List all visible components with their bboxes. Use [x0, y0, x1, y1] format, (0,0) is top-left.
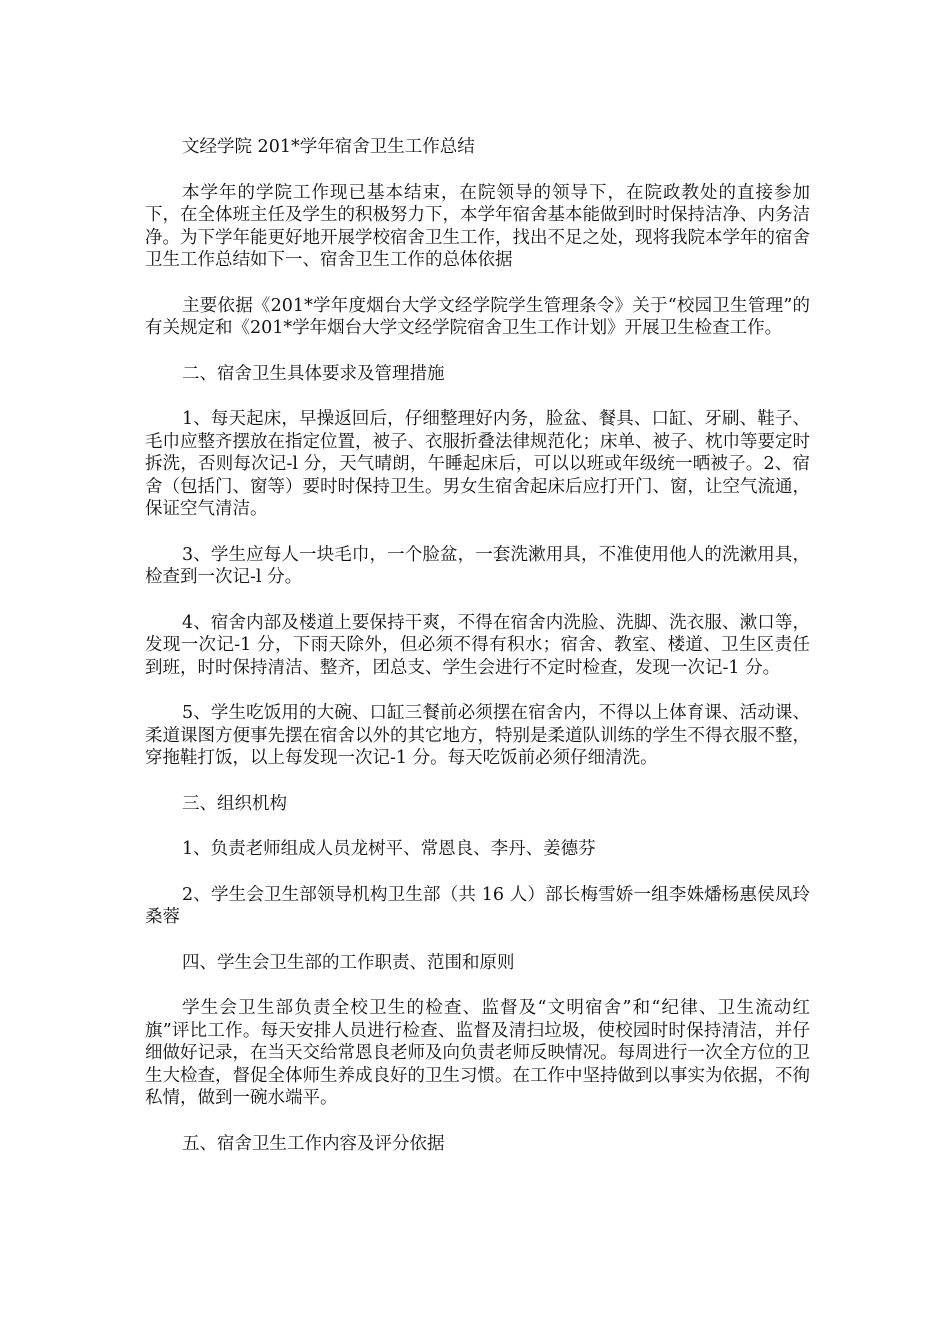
paragraph-teachers: 1、负责老师组成人员龙树平、常恩良、李丹、姜德芬: [182, 839, 596, 859]
paragraph-student-union: 2、学生会卫生部领导机构卫生部（共 16 人）部长梅雪娇一组李姝燔杨惠侯凤玲桑蓉: [145, 884, 810, 927]
document-body: [145, 136, 810, 1178]
section-heading-requirements: 二、宿舍卫生具体要求及管理措施: [182, 363, 445, 384]
paragraph-rule-3: 3、学生应每人一块毛巾，一个脸盆，一套洗漱用具，不准使用他人的洗漱用具，检查到一次记-l 分。: [145, 544, 810, 587]
paragraph-intro: 本学年的学院工作现已基本结束，在院领导的领导下，在院政教处的直接参加下，在全体班主任及学生的积极努力下，本学年宿舍基本能做到时时保持洁净、内务洁净。为下学年能更好地开展学校宿舍卫生工作，找出不足之处，现将我院本学年的宿舍卫生工作总结如下一、宿舍卫生工作的总体依据: [145, 182, 810, 270]
paragraph-rule-1: 1、每天起床，早操返回后，仔细整理好内务，脸盆、餐具、口缸、牙刷、鞋子、毛巾应整齐摆放在指定位置，被子、衣服折叠法律规范化；床单、被子、枕巾等要定时拆洗，否则每次记-l 分，天气晴朗，午睡起床后，可以以班或年级统一晒被子。2、宿舍（包括门、窗等）要时时保持卫生。男女生宿舍起床后应打开门、窗，让空气流通，保证空气清洁。: [145, 409, 810, 519]
paragraph-rule-4: 4、宿舍内部及楼道上要保持干爽，不得在宿舍内洗脸、洗脚、洗衣服、漱口等，发现一次记-1 分，下雨天除外，但必须不得有积水；宿舍、教室、楼道、卫生区责任到班，时时保持清洁、整齐，团总支、学生会进行不定时检查，发现一次记-1 分。: [145, 612, 810, 678]
paragraph-basis: 主要依据《201*学年度烟台大学文经学院学生管理条令》关于“校园卫生管理”的有关规定和《201*学年烟台大学文经学院宿舍卫生工作计划》开展卫生检查工作。: [145, 295, 810, 338]
paragraph-rule-5: 5、学生吃饭用的大碗、口缸三餐前必须摆在宿舍内，不得以上体育课、活动课、柔道课图方便事先摆在宿舍以外的其它地方，特别是柔道队训练的学生不得衣服不整，穿拖鞋打饭，以上每发现一次记-1 分。每天吃饭前必须仔细清洗。: [145, 703, 810, 768]
section-heading-organization: 三、组织机构: [182, 793, 287, 814]
section-heading-scoring: 五、宿舍卫生工作内容及评分依据: [182, 1133, 445, 1154]
section-heading-duties: 四、学生会卫生部的工作职责、范围和原则: [182, 952, 515, 973]
document-title: 文经学院 201*学年宿舍卫生工作总结: [182, 137, 475, 157]
paragraph-duties: 学生会卫生部负责全校卫生的检查、监督及“文明宿舍”和“纪律、卫生流动红旗”评比工作。每天安排人员进行检查、监督及清扫垃圾，使校园时时保持清洁，并仔细做好记录，在当天交给常恩良老师及向负责老师反映情况。每周进行一次全方位的卫生大检查，督促全体师生养成良好的卫生习惯。在工作中坚持做到以事实为依据，不徇私情，做到一碗水端平。: [145, 998, 810, 1108]
